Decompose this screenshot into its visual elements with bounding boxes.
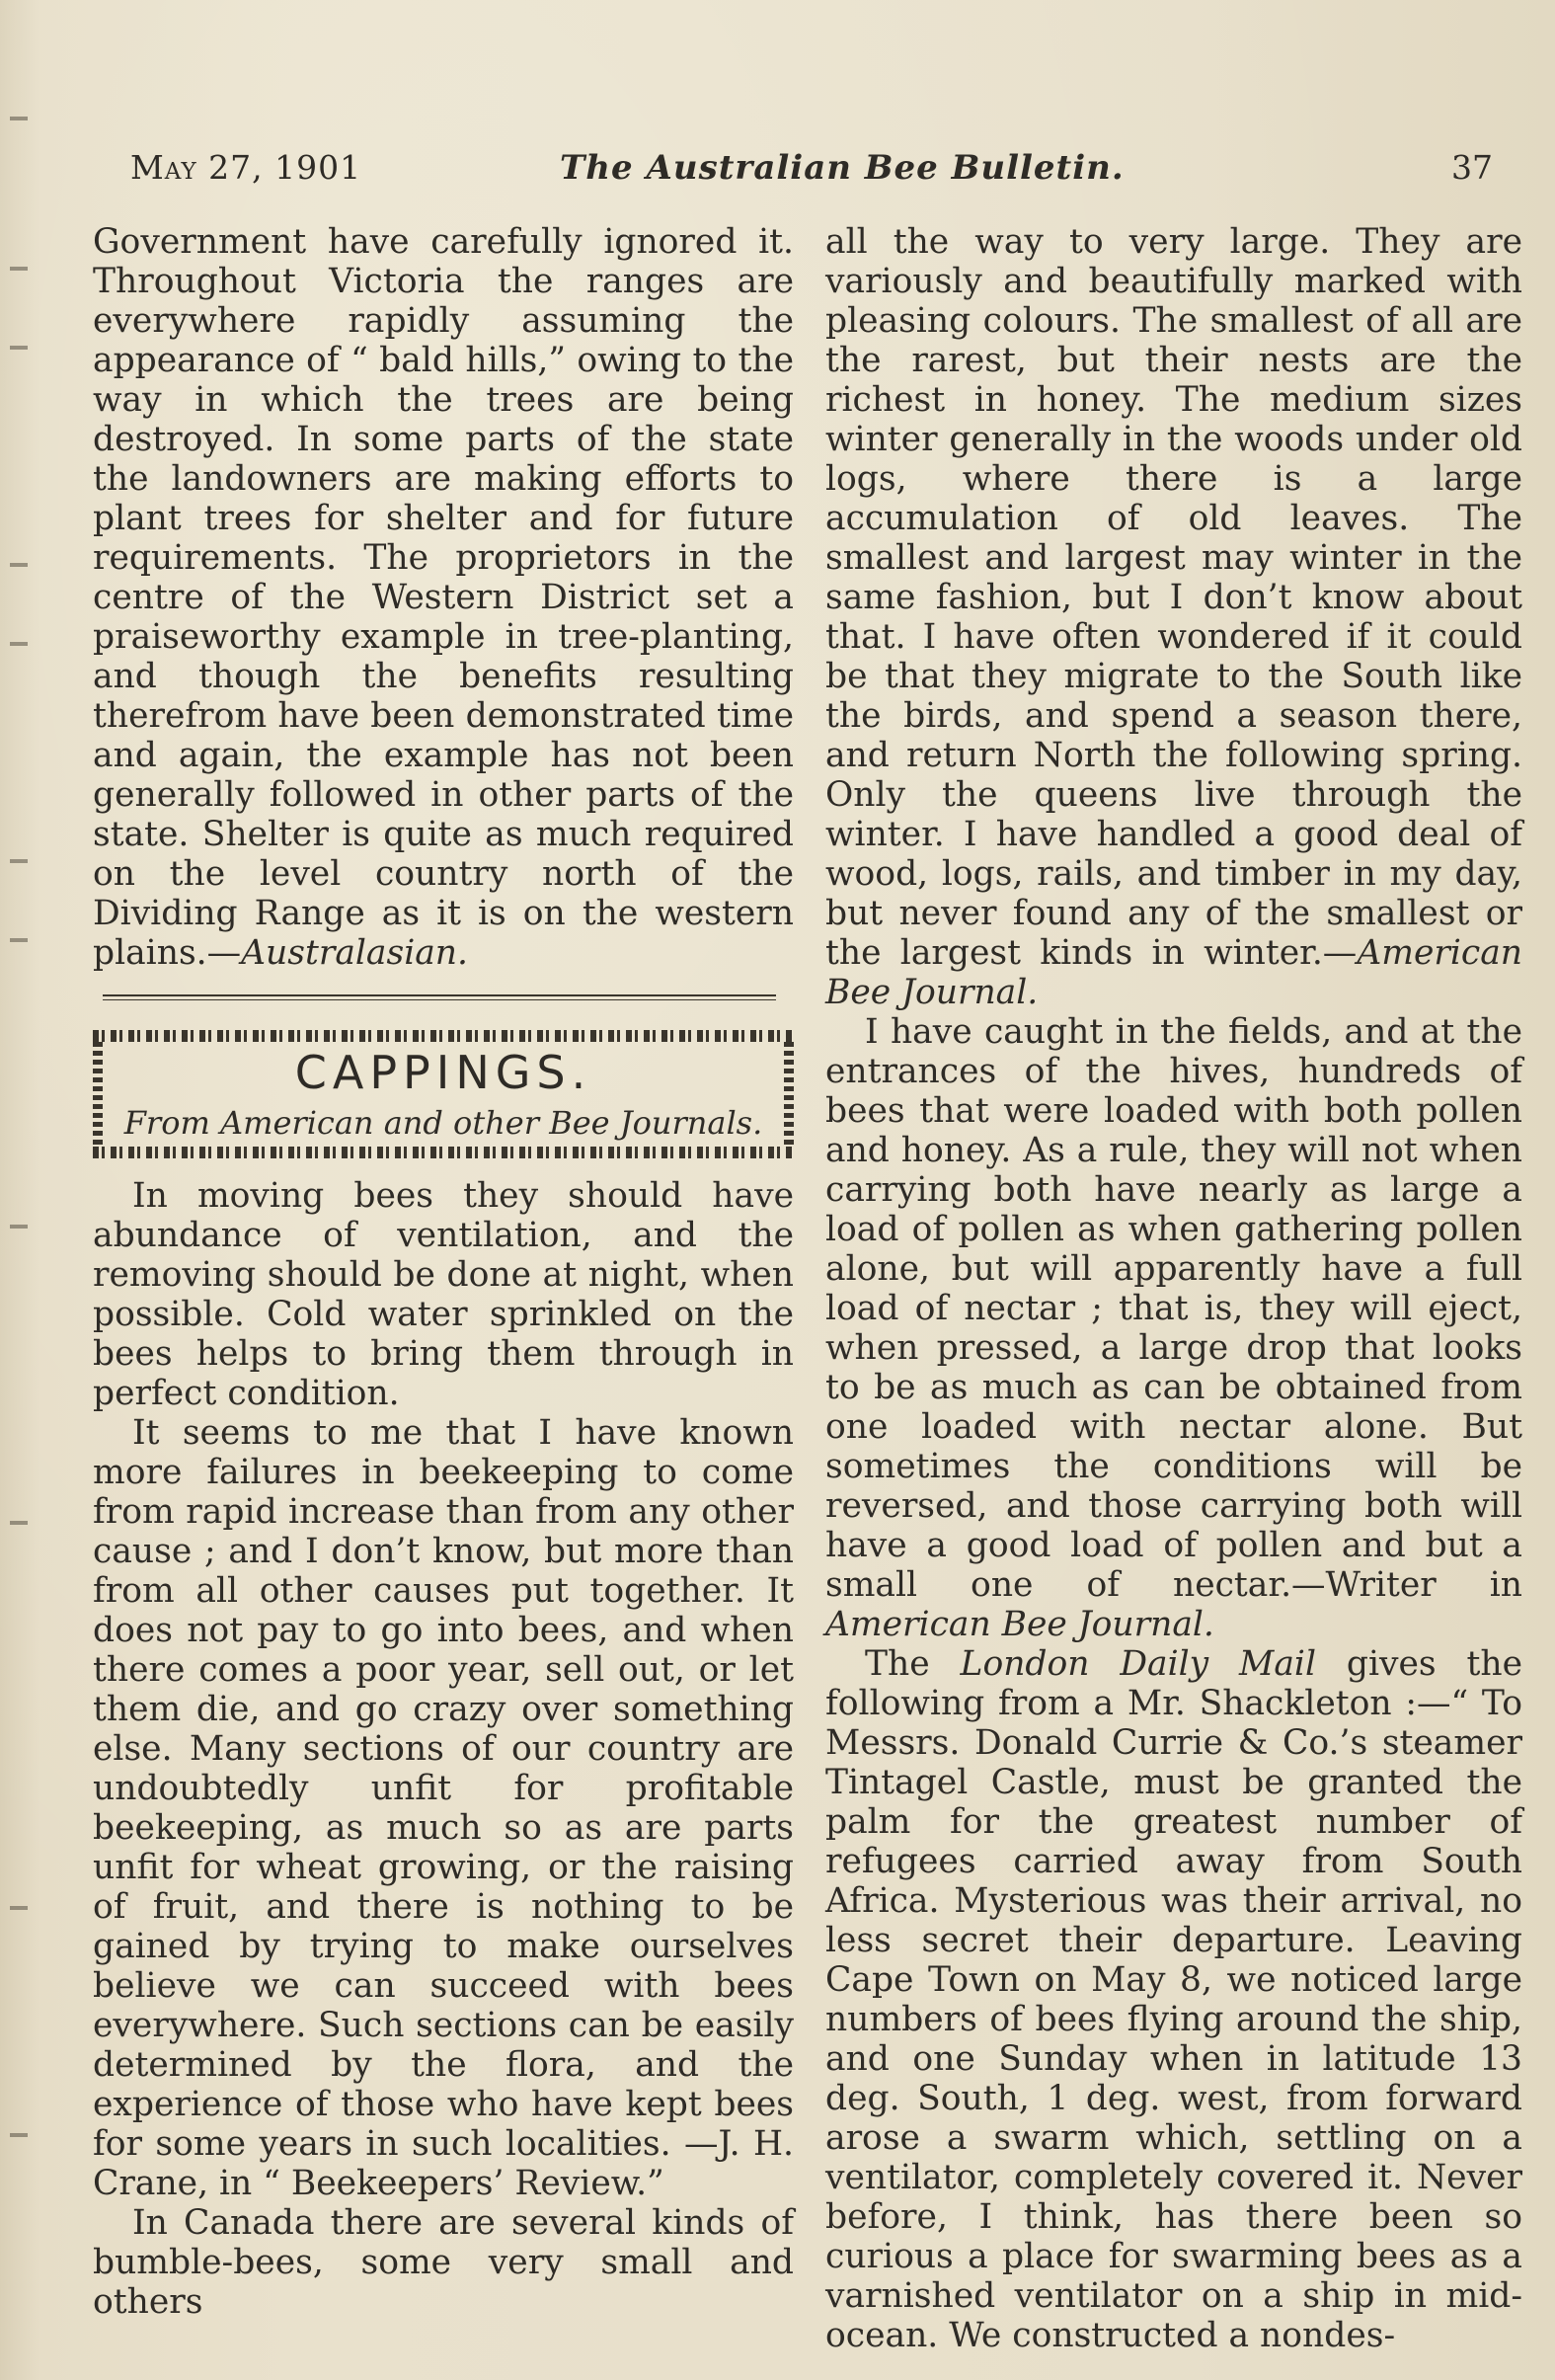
margin-mark (10, 642, 28, 646)
source-citation: American Bee Journal. (825, 1605, 1214, 1644)
paragraph-text: all the way to very large. They are variously and beautifully marked with pleasing colours. The smallest of all are the rarest, but their nests are the richest in honey. The medium sizes winter generally in the woods under old logs, where there is a large accumulation of old leaves. The smallest and largest may winter in the same fashion, but I don’t know about that. I have often wondered if it could be that they migrate to the South like the birds, and spend a season there, and return North the following spring. Only the queens live through the winter. I have handled a good deal of wood, logs, rails, and timber in my day, but never found any of the smallest or the largest kinds in winter.— (825, 222, 1522, 973)
page-number: 37 (1451, 148, 1493, 187)
section-title: CAPPINGS. (294, 1046, 592, 1099)
article-paragraph: It seems to me that I have known more failures in beekeeping to come from rapid increase than from any other cause ; and I don’t know, but more than from all other causes put together. It does not pay to go into bees, and when there comes a poor year, sell out, or let them die, and go crazy over something else. Many sections of our country are undoubtedly unfit for profitable beekeeping, as much so as are parts unfit for wheat growing, or the raising of fruit, and there is nothing to be gained by trying to make ourselves believe we can succeed with bees everywhere. Such sections can be easily determined by the flora, and the experience of those who have kept bees for some years in such localities. —J. H. Crane, in “ Beekeepers’ Review.” (93, 1413, 794, 2203)
section-subtitle: From American and other Bee Journals. (123, 1104, 763, 1142)
article-paragraph (825, 222, 1522, 1012)
paragraph-text: The (865, 1644, 961, 1684)
paragraph-text: I have caught in the fields, and at the entrances of the hives, hundreds of bees that were loaded with both pollen and honey. As a rule, they will not when carrying both have nearly as large a load of pollen as when gathering pollen alone, but will apparently have a full load of nectar ; that is, they will eject, when pressed, a large drop that looks to be as much as can be obtained from one loaded with nectar alone. But sometimes the conditions will be reversed, and those carrying both will have a good load of pollen and but a small one of nectar.—Writer in (825, 1012, 1522, 1605)
paragraph-text: Government have carefully ignored it. Throughout Victoria the ranges are everywhere rapidly assuming the appearance of “ bald hills,” owing to the way in which the trees are being destroyed. In some parts of the state the landowners are making efforts to plant trees for shelter and for future requirements. The proprietors in the centre of the Western District set a praiseworthy example in tree-planting, and though the benefits resulting therefrom have been demonstrated time and again, the example has not been generally followed in other parts of the state. Shelter is quite as much required on the level country north of the Dividing Range as it is on the western plains.— (93, 222, 794, 973)
newspaper-name: London Daily Mail (960, 1644, 1317, 1684)
margin-mark (10, 938, 28, 942)
article-paragraph: In moving bees they should have abundance of ventilation, and the removing should be done at night, when possible. Cold water sprinkled on the bees helps to bring them through in perfect condition. (93, 1176, 794, 1413)
section-divider (103, 994, 776, 1000)
article-paragraph (825, 1644, 1522, 2355)
article-paragraph (825, 1012, 1522, 1644)
source-citation: Australasian. (241, 933, 468, 973)
issue-date: May 27, 1901 (130, 148, 362, 187)
article-paragraph: In Canada there are several kinds of bumble-bees, some very small and others (93, 2203, 794, 2322)
right-column (825, 222, 1522, 2355)
margin-mark (10, 563, 28, 567)
paragraph-text: gives the following from a Mr. Shackleton :—“ To Messrs. Donald Currie & Co.’s steamer Tintagel Castle, must be granted the palm for the greatest number of refugees carried away from South Africa. Mysterious was their arrival, no less secret their departure. Leaving Cape Town on May 8, we noticed large numbers of bees flying around the ship, and one Sunday when in latitude 13 deg. South, 1 deg. west, from forward arose a swarm which, settling on a ventilator, completely covered it. Never before, I think, has there been so curious a place for swarming bees as a varnished ventilator on a ship in mid-ocean. We constructed a nondes- (825, 1644, 1522, 2355)
source-citation: American Bee Journal. (825, 933, 1522, 1012)
ornamental-border (93, 1030, 794, 1042)
margin-mark (10, 117, 28, 120)
publication-title: The Australian Bee Bulletin. (560, 148, 1125, 188)
ornamental-border (93, 1147, 794, 1158)
margin-mark (10, 267, 28, 271)
margin-mark (10, 859, 28, 863)
cappings-heading-box (93, 1030, 794, 1158)
left-column (93, 222, 794, 2322)
margin-mark (10, 1521, 28, 1525)
page-header (130, 148, 1493, 198)
margin-mark (10, 346, 28, 350)
article-paragraph (93, 222, 794, 973)
margin-mark (10, 1906, 28, 1910)
margin-mark (10, 2133, 28, 2137)
margin-mark (10, 1225, 28, 1229)
